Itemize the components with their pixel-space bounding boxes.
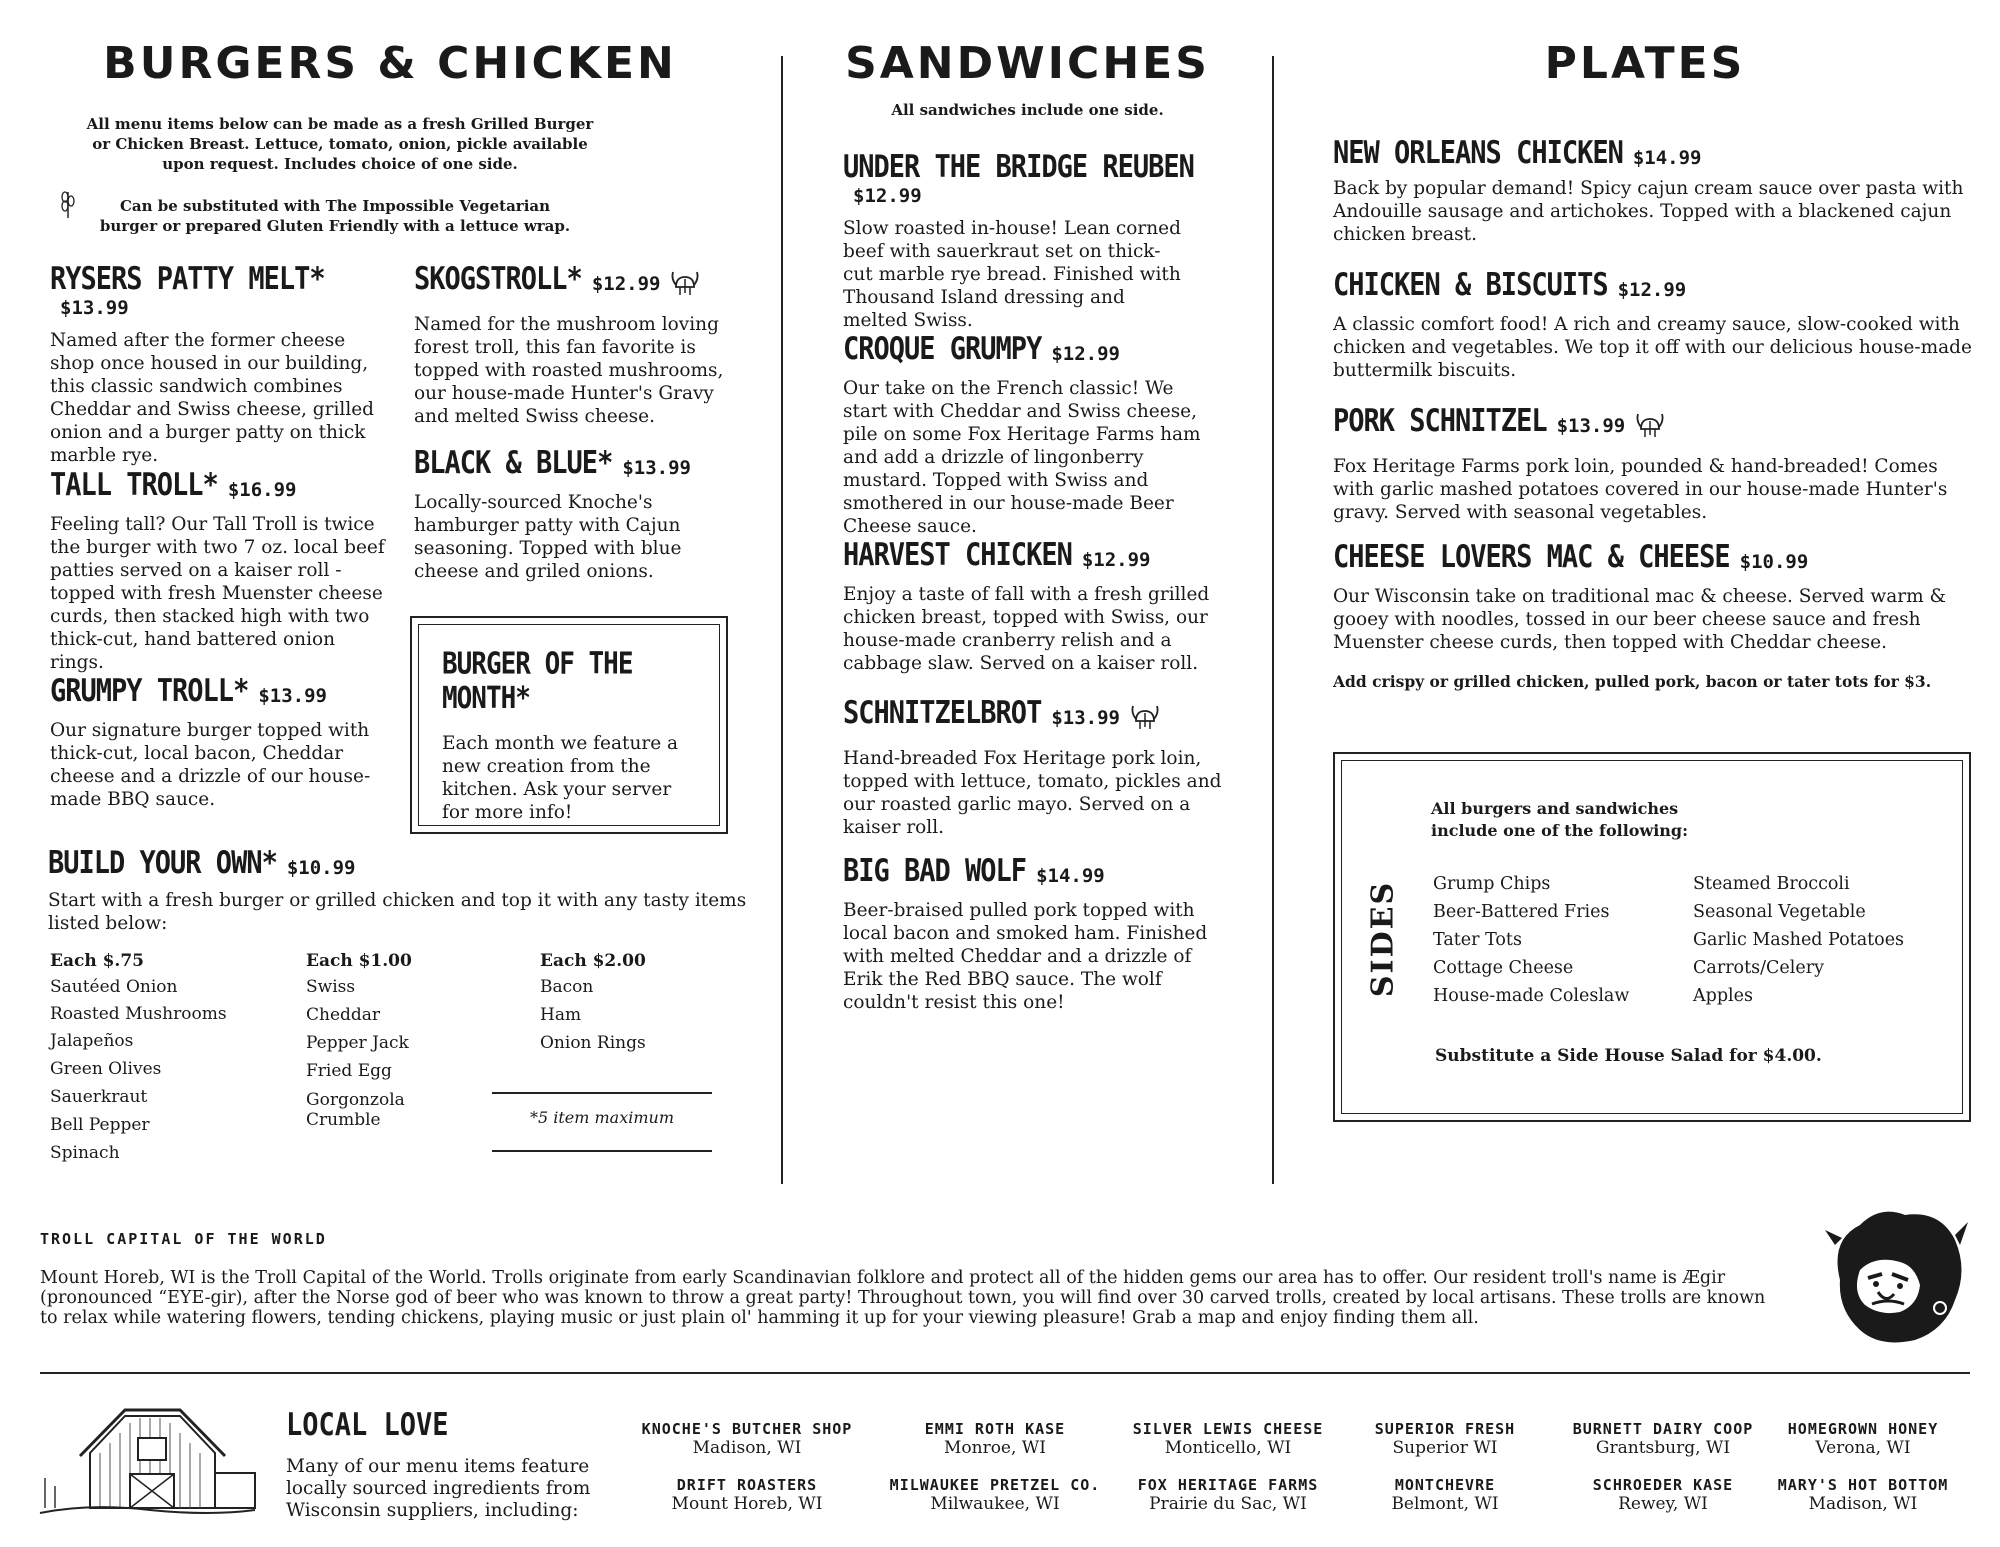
item-desc: Start with a fresh burger or grilled chicken and top it with any tasty items listed below: xyxy=(48,890,747,934)
topping: Roasted Mushrooms xyxy=(50,1004,227,1024)
supplier xyxy=(632,1476,862,1514)
supplier-location: Madison, WI xyxy=(1808,1494,1918,1514)
burger-of-month-desc: Each month we feature a new creation from the kitchen. Ask your server for more info! xyxy=(442,733,679,823)
viking-helmet-icon xyxy=(670,269,700,303)
supplier xyxy=(1113,1476,1343,1514)
sides-column-1 xyxy=(1433,870,1683,1010)
menu-item-new-orleans-chicken xyxy=(1333,135,1973,246)
supplier-name: HOMEGROWN HONEY xyxy=(1787,1420,1939,1438)
supplier-location: Mount Horeb, WI xyxy=(671,1494,823,1514)
item-price: $10.99 xyxy=(1739,551,1809,573)
sides-box xyxy=(1333,752,1971,1122)
item-name: BUILD YOUR OWN* xyxy=(48,845,277,881)
supplier xyxy=(880,1476,1110,1514)
menu-item-pork-schnitzel xyxy=(1333,403,1973,524)
item-price: $12.99 xyxy=(1051,343,1120,365)
menu-item-under-the-bridge-reuben xyxy=(843,149,1223,332)
topping: Gorgonzola Crumble xyxy=(306,1090,405,1130)
menu-item-schnitzelbrot xyxy=(843,695,1233,839)
toppings-column-200 xyxy=(540,948,720,1056)
viking-helmet-icon xyxy=(1130,703,1160,737)
item-price: $13.99 xyxy=(622,457,691,479)
side-item: Garlic Mashed Potatoes xyxy=(1693,930,1905,950)
item-name: BLACK & BLUE* xyxy=(414,445,613,481)
side-item: Apples xyxy=(1693,986,1753,1006)
supplier-location: Monticello, WI xyxy=(1164,1438,1292,1458)
topping: Pepper Jack xyxy=(306,1033,409,1053)
supplier xyxy=(1330,1476,1560,1514)
toppings-column-100 xyxy=(306,948,456,1130)
supplier-name: FOX HERITAGE FARMS xyxy=(1137,1476,1319,1494)
supplier-location: Grantsburg, WI xyxy=(1595,1438,1731,1458)
supplier-name: BURNETT DAIRY COOP xyxy=(1572,1420,1754,1438)
side-item: Seasonal Vegetable xyxy=(1693,902,1866,922)
item-name: UNDER THE BRIDGE REUBEN xyxy=(843,149,1194,185)
topping: Ham xyxy=(540,1005,582,1025)
burger-of-month-title: BURGER OF THE MONTH* xyxy=(442,647,633,716)
supplier-location: Monroe, WI xyxy=(943,1438,1046,1458)
column-divider xyxy=(1272,56,1274,1184)
column-divider xyxy=(781,56,783,1184)
addon-note: Add crispy or grilled chicken, pulled pork, bacon or tater tots for $3. xyxy=(1333,672,1932,691)
side-item: Steamed Broccoli xyxy=(1693,874,1850,894)
topping: Cheddar xyxy=(306,1005,381,1025)
troll-face-icon xyxy=(1820,1200,1970,1350)
item-price: $13.99 xyxy=(258,685,327,707)
supplier-name: EMMI ROTH KASE xyxy=(924,1420,1066,1438)
topping: Jalapeños xyxy=(50,1031,134,1051)
item-desc: Back by popular demand! Spicy cajun cream sauce over pasta with Andouille sausage and artichokes. Topped with a blackened cajun chicken breast. xyxy=(1333,178,1964,245)
item-desc: Our take on the French classic! We start with Cheddar and Swiss cheese, pile on some Fox Heritage Farms ham and add a drizzle of lingonberry mustard. Topped with Swiss and smothered in our house-made Beer Cheese sauce. xyxy=(843,378,1201,537)
item-desc: Beer-braised pulled pork topped with local bacon and smoked ham. Finished with melted Cheddar and a drizzle of Erik the Red BBQ sauce. The wolf couldn't resist this one! xyxy=(843,900,1208,1013)
menu-item-grumpy-troll xyxy=(50,673,380,811)
menu-item-cheese-lovers-mac xyxy=(1333,539,1973,654)
topping: Sautéed Onion xyxy=(50,977,178,997)
local-love-title: LOCAL LOVE xyxy=(286,1407,449,1443)
troll-text: Mount Horeb, WI is the Troll Capital of the World. Trolls originate from early Scandinavian folklore and protect all of the hidden gems our area has to offer. Our resident troll's name is Ægir (pronounced “EYE-gir), after the Norse god of beer who was known to throw a great party! Throughout town, you will find over 30 carved trolls, created by local artisans. These trolls are known to relax while watering flowers, tending chickens, playing music or just plain ol' hamming it up for your viewing pleasure! Grab a map and enjoy finding them all. xyxy=(40,1268,1766,1328)
sandwiches-subtitle: All sandwiches include one side. xyxy=(891,101,1164,119)
supplier-name: SUPERIOR FRESH xyxy=(1374,1420,1516,1438)
item-desc: Slow roasted in-house! Lean corned beef with sauerkraut set on thick-cut marble rye bread. Finished with Thousand Island dressing and melted Swiss. xyxy=(843,218,1181,331)
menu-item-skogstroll xyxy=(414,261,734,428)
supplier-location: Madison, WI xyxy=(692,1438,802,1458)
toppings-header: Each $.75 xyxy=(50,951,145,971)
toppings-column-75 xyxy=(50,948,240,1166)
supplier-location: Verona, WI xyxy=(1815,1438,1911,1458)
supplier-name: SCHROEDER KASE xyxy=(1592,1476,1734,1494)
sides-label: SIDES xyxy=(1365,880,1401,998)
menu-item-chicken-and-biscuits xyxy=(1333,267,1973,382)
toppings-header: Each $2.00 xyxy=(540,951,646,971)
supplier xyxy=(632,1420,862,1458)
plates-section-title: PLATES xyxy=(1544,38,1746,89)
item-name: CROQUE GRUMPY xyxy=(843,331,1042,367)
wheat-icon xyxy=(60,188,80,224)
supplier-name: DRIFT ROASTERS xyxy=(676,1476,818,1494)
item-name: CHICKEN & BISCUITS xyxy=(1333,267,1608,303)
item-price: $12.99 xyxy=(1081,549,1151,571)
supplier xyxy=(1748,1420,1978,1458)
burgers-intro: All menu items below can be made as a fresh Grilled Burger or Chicken Breast. Lettuce, tomato, onion, pickle available upon request. Includes choice of one side. xyxy=(86,115,594,173)
item-desc: Our Wisconsin take on traditional mac & cheese. Served warm & gooey with noodles, tossed in our beer cheese sauce and fresh Muenster cheese curds, then topped with Cheddar cheese. xyxy=(1333,586,1946,653)
supplier-location: Superior WI xyxy=(1392,1438,1498,1458)
supplier-name: MILWAUKEE PRETZEL CO. xyxy=(889,1476,1101,1494)
topping: Swiss xyxy=(306,977,356,997)
menu-item-tall-troll xyxy=(50,467,390,674)
topping: Spinach xyxy=(50,1143,120,1163)
side-item: Carrots/Celery xyxy=(1693,958,1824,978)
item-desc: Our signature burger topped with thick-cut, local bacon, Cheddar cheese and a drizzle of our house-made BBQ sauce. xyxy=(50,720,371,810)
topping: Green Olives xyxy=(50,1059,162,1079)
item-desc: Fox Heritage Farms pork loin, pounded & hand-breaded! Comes with garlic mashed potatoes covered in our house-made Hunter's gravy. Served with seasonal vegetables. xyxy=(1333,455,1948,523)
item-desc: Named after the former cheese shop once housed in our building, this classic sandwich combines Cheddar and Swiss cheese, grilled onion and a burger patty on thick marble rye. xyxy=(50,330,375,466)
item-desc: A classic comfort food! A rich and creamy sauce, slow-cooked with chicken and vegetables. We top it off with our delicious house-made buttermilk biscuits. xyxy=(1333,314,1972,381)
item-desc: Feeling tall? Our Tall Troll is twice the burger with two 7 oz. local beef patties served on a kaiser roll - topped with fresh Muenster cheese curds, then stacked high with two thick-cut, hand battered onion rings. xyxy=(50,514,385,673)
item-name: HARVEST CHICKEN xyxy=(843,537,1072,573)
substitute-note: Can be substituted with The Impossible Vegetarian burger or prepared Gluten Friendly with a lettuce wrap. xyxy=(99,197,571,235)
side-item: Beer-Battered Fries xyxy=(1433,902,1610,922)
supplier xyxy=(880,1420,1110,1458)
viking-helmet-icon xyxy=(1635,411,1665,445)
side-item: Grump Chips xyxy=(1433,874,1551,894)
item-name: BIG BAD WOLF xyxy=(843,853,1027,889)
menu-item-black-and-blue xyxy=(414,445,714,583)
side-item: Cottage Cheese xyxy=(1433,958,1574,978)
divider xyxy=(492,1092,712,1094)
item-desc: Locally-sourced Knoche's hamburger patty with Cajun seasoning. Topped with blue cheese and griled onions. xyxy=(414,492,682,582)
item-price: $13.99 xyxy=(1556,415,1626,437)
item-name: TALL TROLL* xyxy=(50,467,218,503)
supplier xyxy=(1748,1476,1978,1514)
item-name: RYSERS PATTY MELT* xyxy=(50,261,325,297)
item-price: $12.99 xyxy=(1617,279,1687,301)
item-desc: Hand-breaded Fox Heritage pork loin, topped with lettuce, tomato, pickles and our roasted garlic mayo. Served on a kaiser roll. xyxy=(843,747,1222,838)
item-price: $14.99 xyxy=(1632,147,1702,169)
topping: Bell Pepper xyxy=(50,1115,150,1135)
menu-item-harvest-chicken xyxy=(843,537,1223,675)
menu-item-rysers-patty-melt xyxy=(50,261,380,467)
item-name: SKOGSTROLL* xyxy=(414,261,582,297)
footer-divider xyxy=(40,1372,1970,1374)
item-price: $10.99 xyxy=(286,857,356,879)
toppings-header: Each $1.00 xyxy=(306,951,412,971)
sides-intro: All burgers and sandwiches include one of the following: xyxy=(1431,799,1689,840)
burger-of-month-box xyxy=(410,616,728,834)
supplier-location: Belmont, WI xyxy=(1391,1494,1499,1514)
item-name: SCHNITZELBROT xyxy=(843,695,1042,731)
side-salad-note: Substitute a Side House Salad for $4.00. xyxy=(1435,1046,1822,1066)
item-name: GRUMPY TROLL* xyxy=(50,673,249,709)
supplier-location: Prairie du Sac, WI xyxy=(1149,1494,1307,1514)
supplier-location: Rewey, WI xyxy=(1618,1494,1708,1514)
side-item: Tater Tots xyxy=(1433,930,1522,950)
supplier xyxy=(1113,1420,1343,1458)
supplier xyxy=(1330,1420,1560,1458)
menu-item-big-bad-wolf xyxy=(843,853,1223,1014)
topping: Bacon xyxy=(540,977,594,997)
topping: Sauerkraut xyxy=(50,1087,148,1107)
local-love-text: Many of our menu items feature locally sourced ingredients from Wisconsin suppliers, including: xyxy=(286,1456,591,1521)
item-price: $13.99 xyxy=(1051,707,1120,729)
supplier-name: SILVER LEWIS CHEESE xyxy=(1132,1420,1324,1438)
side-item: House-made Coleslaw xyxy=(1433,986,1630,1006)
supplier xyxy=(1548,1420,1778,1458)
item-price: $14.99 xyxy=(1036,865,1105,887)
item-desc: Enjoy a taste of fall with a fresh grilled chicken breast, topped with Swiss, our house-made cranberry relish and a cabbage slaw. Served on a kaiser roll. xyxy=(843,584,1210,674)
sides-column-2 xyxy=(1693,870,1953,1010)
item-maximum-note: *5 item maximum xyxy=(529,1108,675,1127)
sandwiches-section-title: SANDWICHES xyxy=(845,38,1210,89)
supplier-name: MONTCHEVRE xyxy=(1394,1476,1496,1494)
troll-heading: TROLL CAPITAL OF THE WORLD xyxy=(40,1230,327,1248)
menu-item-croque-grumpy xyxy=(843,331,1223,538)
menu-item-build-your-own xyxy=(48,845,748,935)
item-desc: Named for the mushroom loving forest troll, this fan favorite is topped with roasted mushrooms, our house-made Hunter's Gravy and melted Swiss cheese. xyxy=(414,313,724,427)
divider xyxy=(492,1150,712,1152)
item-name: CHEESE LOVERS MAC & CHEESE xyxy=(1333,539,1730,575)
item-name: NEW ORLEANS CHICKEN xyxy=(1333,135,1623,171)
supplier-location: Milwaukee, WI xyxy=(930,1494,1060,1514)
supplier-name: KNOCHE'S BUTCHER SHOP xyxy=(641,1420,853,1438)
item-price: $12.99 xyxy=(591,273,661,295)
item-price: $13.99 xyxy=(60,297,129,319)
item-name: PORK SCHNITZEL xyxy=(1333,403,1547,439)
supplier xyxy=(1548,1476,1778,1514)
burgers-section-title: BURGERS & CHICKEN xyxy=(103,38,677,89)
topping: Fried Egg xyxy=(306,1061,392,1081)
item-price: $16.99 xyxy=(227,479,297,501)
barn-illustration-icon xyxy=(30,1398,260,1528)
item-price: $12.99 xyxy=(853,185,922,207)
topping: Onion Rings xyxy=(540,1033,646,1053)
supplier-name: MARY'S HOT BOTTOM xyxy=(1777,1476,1949,1494)
